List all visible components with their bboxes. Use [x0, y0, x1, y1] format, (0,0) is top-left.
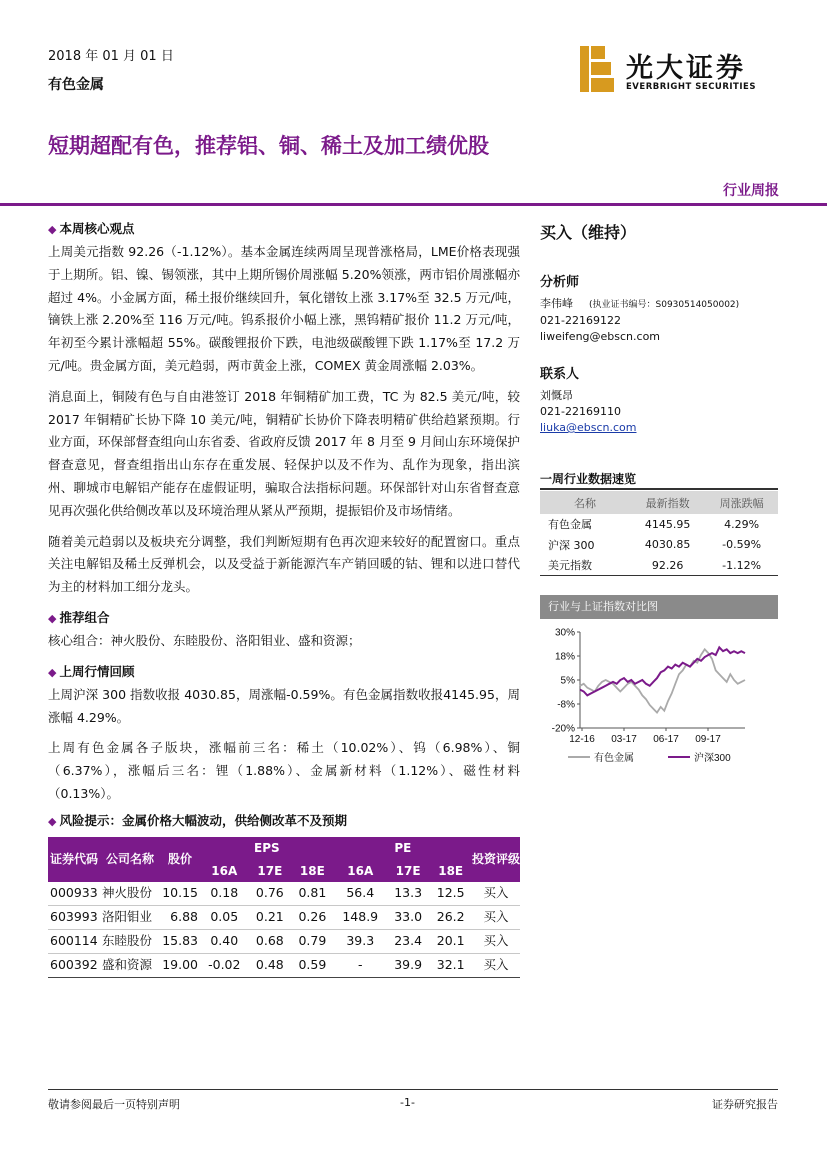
- footer-report-label: 证券研究报告: [712, 1098, 778, 1111]
- cell-code: 603993: [48, 906, 100, 930]
- cell-change: 4.29%: [724, 517, 760, 531]
- col-header-year: 17E: [249, 860, 292, 883]
- contact-heading: 联系人: [540, 367, 580, 382]
- analyst-name: 李伟峰: [540, 297, 573, 310]
- table-row: [48, 906, 520, 930]
- legend-label: 沪深300: [694, 753, 731, 764]
- cell-code: 600114: [48, 929, 100, 953]
- chart-title: 行业与上证指数对比图: [540, 595, 778, 619]
- report-title: 短期超配有色，推荐铝、铜、稀土及加工绩优股: [48, 134, 489, 158]
- section-heading-review: ◆ 上周行情回顾: [48, 663, 135, 679]
- cell-change: -0.59%: [722, 538, 762, 552]
- diamond-bullet-icon: ◆: [48, 814, 57, 828]
- x-tick-label: 12-16: [569, 734, 595, 745]
- cell-pe18: 26.2: [429, 906, 472, 930]
- cell-price: 10.15: [160, 882, 200, 905]
- table-row: [540, 514, 778, 535]
- cell-name: 有色金属: [548, 518, 592, 532]
- x-tick-label: 09-17: [695, 734, 721, 745]
- cell-code: 000933: [48, 882, 100, 905]
- section-heading-portfolio: ◆ 推荐组合: [48, 609, 110, 625]
- paragraph: 上周有色金属各子版块，涨幅前三名：稀土（10.02%）、钨（6.98%）、铜（6.37%），涨幅后三名：锂（1.88%）、金属新材料（1.12%）、磁性材料（0.13%）。: [48, 740, 520, 801]
- table-row: [540, 555, 778, 576]
- footer-disclaimer: 敬请参阅最后一页特别声明: [48, 1098, 180, 1111]
- table-row: [48, 882, 520, 905]
- cell-name: 东睦股份: [100, 929, 160, 953]
- cell-pe16: 56.4: [334, 882, 387, 905]
- cell-value: 4030.85: [644, 538, 691, 552]
- index-table: [540, 491, 778, 576]
- x-tick-label: 06-17: [653, 734, 679, 745]
- cell-pe16: 148.9: [334, 906, 387, 930]
- cell-name: 神火股份: [100, 882, 160, 905]
- paragraph: 核心组合：神火股份、东睦股份、洛阳钼业、盛和资源；: [48, 632, 361, 648]
- contact-email-link[interactable]: liuka@ebscn.com: [540, 421, 637, 434]
- cell-name: 洛阳钼业: [100, 906, 160, 930]
- col-header: 名称: [540, 491, 630, 514]
- cell-change: -1.12%: [705, 555, 778, 576]
- col-header-year: 17E: [387, 860, 430, 883]
- diamond-bullet-icon: ◆: [48, 665, 57, 679]
- cell-code: 600392: [48, 953, 100, 977]
- everbright-logo-icon: [580, 46, 614, 92]
- sidebar: [540, 220, 778, 436]
- company-logo: [580, 46, 780, 96]
- paragraph: 随着美元趋弱以及板块充分调整，我们判断短期有色再次迎来较好的配置窗口。重点关注电解铝及稀土反弹机会，以及受益于新能源汽车产销回暖的钴、锂和以进口替代为主的材料加工细分龙头。: [48, 533, 520, 595]
- col-header-eps: EPS: [200, 837, 334, 860]
- col-header-pe: PE: [334, 837, 472, 860]
- cell-eps18: 0.59: [291, 953, 334, 977]
- col-header-year: 16A: [200, 860, 249, 883]
- cell-pe17: 39.9: [387, 953, 430, 977]
- cell-price: 15.83: [160, 929, 200, 953]
- y-tick-label: 30%: [554, 627, 575, 639]
- cell-eps17: 0.76: [249, 882, 292, 905]
- cell-value: 92.26: [630, 555, 705, 576]
- section-heading-risk: ◆ 风险提示：金属价格大幅波动，供给侧改革不及预期: [48, 812, 347, 828]
- cell-pe16: 39.3: [334, 929, 387, 953]
- col-header-year: 16A: [334, 860, 387, 883]
- analyst-heading: 分析师: [540, 275, 580, 290]
- y-tick-label: -20%: [551, 723, 575, 735]
- cell-pe18: 20.1: [429, 929, 472, 953]
- cell-eps16: 0.05: [200, 906, 249, 930]
- table-row: [48, 953, 520, 977]
- cell-value: 4145.95: [644, 517, 691, 531]
- analyst-cert: (执业证书编号：S0930514050002): [589, 300, 740, 310]
- cell-rating: 买入: [472, 953, 520, 977]
- sector-label: 有色金属: [48, 77, 104, 93]
- series-line-hs300: [580, 647, 745, 695]
- table-row: [48, 929, 520, 953]
- analyst-phone: 021-22169122: [540, 314, 621, 327]
- cell-pe18: 12.5: [429, 882, 472, 905]
- cell-eps17: 0.21: [249, 906, 292, 930]
- index-table-divider: [540, 488, 778, 490]
- col-header-price: 股价: [160, 837, 200, 883]
- cell-eps18: 0.79: [291, 929, 334, 953]
- cell-name: 美元指数: [540, 555, 630, 576]
- cell-rating: 买入: [472, 882, 520, 905]
- col-header-year: 18E: [291, 860, 334, 883]
- cell-eps16: -0.02: [200, 953, 249, 977]
- header-divider: [0, 203, 827, 206]
- paragraph: 上周沪深 300 指数收报 4030.85，周涨幅-0.59%。有色金属指数收报4145.95，周涨幅 4.29%。: [48, 686, 520, 725]
- paragraph: 上周美元指数 92.26（-1.12%）。基本金属连续两周呈现普涨格局，LME价格表现强于上期所。铝、镍、锡领涨，其中上期所锡价周涨幅 5.20%领涨，两市铝价周涨幅亦超过 4%。小金属方面，稀土报价继续回升，氧化镨钕上涨 3.17%至 32.5 万元/吨，镝铁上涨 2.20%至 116 万元/吨。钨系报价小幅上涨，黑钨精矿报价 11.2 万元/吨，年初至今累计涨幅超 55%。碳酸锂报价下跌，电池级碳酸锂下跌 1.17%至 17.2 万元/吨。贵金属方面，美元趋弱，两市黄金上涨，COMEX 黄金周涨幅 2.03%。: [48, 244, 520, 373]
- logo-english-name: EVERBRIGHT SECURITIES: [626, 82, 756, 92]
- col-header: 最新指数: [630, 491, 705, 514]
- diamond-bullet-icon: ◆: [48, 223, 57, 236]
- cell-eps17: 0.48: [249, 953, 292, 977]
- col-header-year: 18E: [429, 860, 472, 883]
- col-header-rating: 投资评级: [472, 837, 520, 883]
- cell-pe16: -: [334, 953, 387, 977]
- contact-phone: 021-22169110: [540, 405, 621, 418]
- cell-eps18: 0.26: [291, 906, 334, 930]
- cell-eps16: 0.40: [200, 929, 249, 953]
- contact-name: 刘慨昂: [540, 389, 573, 402]
- cell-pe17: 13.3: [387, 882, 430, 905]
- report-date: 2018 年 01 月 01 日: [48, 49, 174, 64]
- footer-divider: [48, 1089, 778, 1090]
- cell-pe17: 23.4: [387, 929, 430, 953]
- analyst-email: liweifeng@ebscn.com: [540, 330, 661, 343]
- investment-rating: 买入（维持）: [540, 223, 637, 242]
- section-heading-core: ◆ 本周核心观点: [48, 221, 135, 236]
- diamond-bullet-icon: ◆: [48, 611, 57, 625]
- cell-eps18: 0.81: [291, 882, 334, 905]
- legend-label: 有色金属: [594, 753, 634, 764]
- cell-name: 盛和资源: [100, 953, 160, 977]
- y-tick-label: -8%: [557, 699, 575, 711]
- main-content: [48, 218, 520, 978]
- cell-eps17: 0.68: [249, 929, 292, 953]
- page-number: -1-: [400, 1096, 415, 1109]
- table-row: [540, 535, 778, 556]
- cell-rating: 买入: [472, 929, 520, 953]
- cell-name: 沪深 300: [548, 538, 595, 552]
- cell-price: 19.00: [160, 953, 200, 977]
- logo-chinese-name: 光大证券: [626, 53, 746, 84]
- y-tick-label: 5%: [560, 675, 575, 687]
- report-type: 行业周报: [723, 183, 779, 199]
- index-table-title: 一周行业数据速览: [540, 472, 637, 486]
- y-tick-label: 18%: [554, 651, 575, 663]
- cell-rating: 买入: [472, 906, 520, 930]
- cell-pe17: 33.0: [387, 906, 430, 930]
- cell-pe18: 32.1: [429, 953, 472, 977]
- cell-price: 6.88: [160, 906, 200, 930]
- index-comparison-chart: [540, 622, 778, 772]
- stock-table: [48, 837, 520, 978]
- x-tick-label: 03-17: [611, 734, 637, 745]
- analyst-line: [540, 296, 778, 313]
- col-header-name: 公司名称: [100, 837, 160, 883]
- col-header: 周涨跌幅: [705, 491, 778, 514]
- paragraph: 消息面上，铜陵有色与自由港签订 2018 年铜精矿加工费，TC 为 82.5 美元/吨，较 2017 年铜精矿长协下降 10 美元/吨，铜精矿长协价下降表明精矿供给趋紧预期。行业方面，环保部督查组向山东省委、省政府反馈 2017 年 8 月至 9 月间山东环境保护督查意见，督查组指出山东存在重发展、轻保护以及不作为、乱作为现象，指出滨州、聊城市电解铝产能存在虚假证明，骗取合法指标问题。环保部针对山东省督查意见再次强化供给侧改革以及环境治理从紧从严预期，提振铝价及市场情绪。: [48, 388, 520, 518]
- series-line-nonferrous: [580, 649, 745, 712]
- cell-eps16: 0.18: [200, 882, 249, 905]
- col-header-code: 证券代码: [48, 837, 100, 883]
